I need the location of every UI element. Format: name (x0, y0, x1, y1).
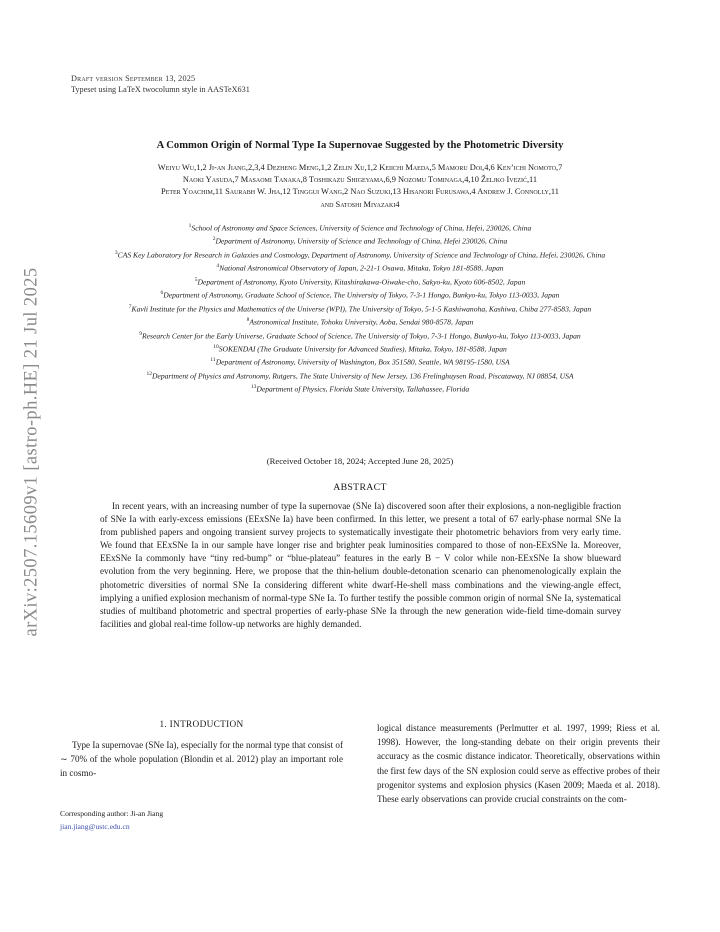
abstract-heading: ABSTRACT (333, 482, 387, 493)
left-column (60, 720, 343, 781)
author-line: Naoki Yasuda,7 Masaomi Tanaka,8 Toshikazu Shigeyama,6,9 Nozomu Tominaga,4,10 Željko Ivezić,11 (182, 175, 538, 185)
draft-header (71, 74, 250, 95)
corresponding-author: Corresponding author: Ji-an Jiang (60, 809, 164, 818)
arxiv-id: arXiv:2507.15609v1 [astro-ph.HE] 21 Jul 2025 (21, 267, 42, 637)
affiliation: $^5$Department of Astronomy, Kyoto University, Kitashirakawa-Oiwake-cho, Sakyo-ku, Kyoto 606-8502, Japan (194, 276, 526, 287)
affiliation: $^{11}$Department of Astronomy, University of Washington, Box 351580, Seattle, WA 98195-1580, USA (210, 357, 510, 367)
intro-paragraph: Type Ia supernovae (SNe Ia), especially for the normal type that consist of ∼ 70% of the whole population (Blondin et al. 2012) play an important role in cosmo- (60, 740, 343, 779)
author-line: Peter Yoachim,11 Saurabh W. Jha,12 Tinggui Wang,2 Nao Suzuki,13 Hisanori Furusawa,4 Andrew J. Connolly,11 (161, 187, 559, 197)
affiliation: $^{10}$SOKENDAI (The Graduate University for Advanced Studies), Mitaka, Tokyo, 181-8588, Japan (213, 343, 507, 354)
intro-paragraph-cont: logical distance measurements (Perlmutter et al. 1997, 1999; Riess et al. 1998). However, the long-standing debate on their origin prevents their accuracy as the cosmic distance indicator. Theoretically, observations within the first few days of the SN explosion could serve as effective probes of their progenitor systems and explosion physics (Kasen 2009; Maeda et al. 2018). These early observations can provide crucial constraints on the com- (377, 723, 660, 805)
arxiv-sidebar (8, 232, 56, 672)
email-link[interactable]: jian.jiang@ustc.edu.cn (60, 822, 130, 831)
affiliation-list (58, 221, 662, 396)
affiliation: $^1$School of Astronomy and Space Sciences, University of Science and Technology of China, Hefei, 230026, China (188, 223, 532, 233)
received-dates: (Received October 18, 2024; Accepted June 28, 2025) (266, 456, 454, 466)
draft-version: Draft version September 13, 2025 (71, 74, 196, 83)
paper-title: A Common Origin of Normal Type Ia Supernovae Suggested by the Photometric Diversity (156, 140, 564, 151)
author-list (60, 162, 660, 211)
affiliation: $^8$Astronomical Institute, Tohoku University, Aoba, Sendai 980-8578, Japan (246, 317, 474, 327)
affiliation: $^{13}$Department of Physics, Florida State University, Tallahassee, Florida (250, 384, 470, 394)
affiliation: $^9$Research Center for the Early Universe, Graduate School of Science, The University of Tokyo, 7-3-1 Hongo, Bunkyo-ku, Tokyo 113-0033, Japan (139, 330, 581, 341)
affiliation: $^3$CAS Key Laboratory for Research in Galaxies and Cosmology, Department of Astronomy, University of Science and Technology of China, Hefei, 230026, China (114, 249, 606, 260)
author-line: Weiyu Wu,1,2 Ji-an Jiang,2,3,4 Dezheng Meng,1,2 Zelin Xu,1,2 Keiichi Maeda,5 Mamoru Doi,4,6 Ken’ichi Nomoto,7 (157, 163, 563, 172)
affiliation: $^{12}$Department of Physics and Astronomy, Rutgers, The State University of New Jersey, 136 Frelinghuysen Road, Piscataway, NJ 08854, USA (146, 370, 574, 381)
author-line: and Satoshi Miyazaki4 (320, 199, 400, 209)
footnote (60, 807, 163, 833)
affiliation: $^4$National Astronomical Observatory of Japan, 2-21-1 Osawa, Mitaka, Tokyo 181-8588, Japan (216, 263, 504, 273)
right-column (377, 721, 660, 806)
affiliation: $^2$Department of Astronomy, University of Science and Technology of China, Hefei 230026, China (212, 236, 508, 246)
typeset-line: Typeset using LaTeX twocolumn style in AASTeX631 (71, 84, 250, 94)
affiliation: $^7$Kavli Institute for the Physics and Mathematics of the Universe (WPI), The University of Tokyo, 5-1-5 Kashiwanoha, Kashiwa, Chiba 277-8583, Japan (128, 303, 592, 314)
section-heading: 1. INTRODUCTION (159, 720, 244, 730)
abstract-text: In recent years, with an increasing number of type Ia supernovae (SNe Ia) discovered soon after their explosions, a non-negligible fraction of SNe Ia with early-excess emissions (EExSNe Ia) have been confirmed. In this letter, we present a total of 67 early-phase normal SNe Ia from published papers and ongoing transient survey projects to systematically investigate their photometric behaviors from very early time. We found that EExSNe Ia in our sample have longer rise and brighter peak luminosities compared to those of non-EExSNe Ia. Moreover, EExSNe Ia commonly have “tiny red-bump” or “blue-plateau” features in the early B − V color while non-EExSNe Ia show blueward evolution from the very beginning. Here, we propose that the thin-helium double-detonation scenario can phenomenologically explain the photometric diversities of normal SNe Ia considering different white dwarf-He-shell mass combinations and the viewing-angle effect, implying a unified explosion mechanism of normal-type SNe Ia. To further testify the possible common origin of normal SNe Ia, systematical studies of multiband photometric and spectral properties of early-phase SNe Ia through the new generation wide-field time-domain survey facilities and global real-time follow-up networks are highly demanded. (100, 501, 621, 629)
affiliation: $^6$Department of Astronomy, Graduate School of Science, The University of Tokyo, 7-3-1 Hongo, Bunkyo-ku, Tokyo 113-0033, Japan (160, 290, 560, 300)
